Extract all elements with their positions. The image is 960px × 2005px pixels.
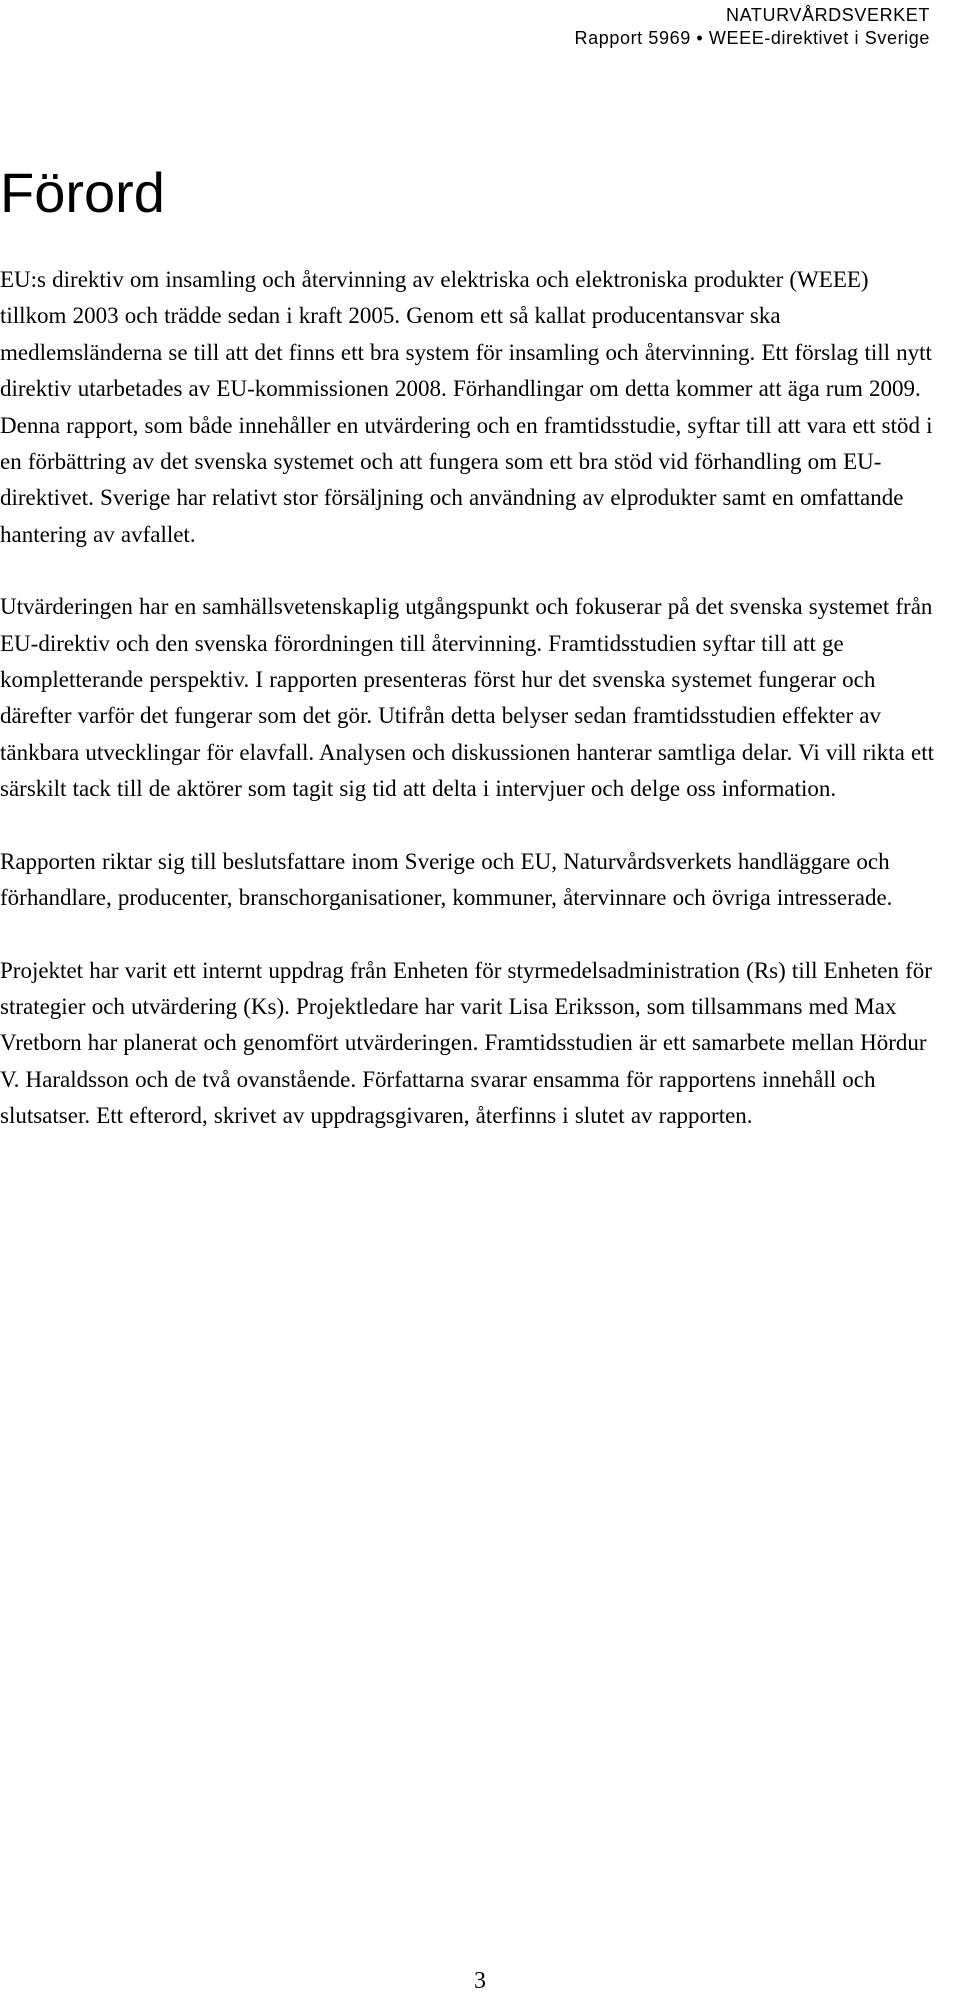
body-text — [0, 262, 935, 1171]
paragraph-4: Projektet har varit ett internt uppdrag från Enheten för styrmedelsadministration (Rs) till Enheten för strategier och utvärdering (Ks). Projektledare har varit Lisa Eriksson, som tillsammans med Max Vretborn har planerat och genomfört utvärderingen. Framtidsstudien är ett samarbete mellan Hördur V. Haraldsson och de två ovanstående. Författarna svarar ensamma för rapportens innehåll och slutsatser. Ett efterord, skrivet av uppdragsgivaren, återfinns i slutet av rapporten. — [0, 957, 932, 1129]
paragraph-1: EU:s direktiv om insamling och återvinning av elektriska och elektroniska produkter (WEEE) tillkom 2003 och trädde sedan i kraft 2005. Genom ett så kallat producentansvar ska medlemsländerna se till att det finns ett bra system för insamling och återvinning. Ett förslag till nytt direktiv utarbetades av EU-kommissionen 2008. Förhandlingar om detta kommer att äga rum 2009. Denna rapport, som både innehåller en utvärdering och en framtidsstudie, syftar till att vara ett stöd i en förbättring av det svenska systemet och att fungera som ett bra stöd vid förhandling om EU-direktivet. Sverige har relativt stor försäljning och användning av elprodukter samt en omfattande hantering av avfallet. — [0, 267, 933, 547]
header-report-title: Rapport 5969 • WEEE-direktivet i Sverige — [574, 28, 930, 48]
page-number: 3 — [474, 1968, 486, 1994]
running-header — [575, 4, 930, 50]
header-organization: NATURVÅRDSVERKET — [726, 5, 930, 25]
paragraph-2: Utvärderingen har en samhällsvetenskaplig utgångspunkt och fokuserar på det svenska systemet från EU-direktiv och den svenska förordningen till återvinning. Framtidsstudien syftar till att ge kompletterande perspektiv. I rapporten presenteras först hur det svenska systemet fungerar och därefter varför det fungerar som det gör. Utifrån detta belyser sedan framtidsstudien effekter av tänkbara utvecklingar för elavfall. Analysen och diskussionen hanterar samtliga delar. Vi vill rikta ett särskilt tack till de aktörer som tagit sig tid att delta i intervjuer och delge oss information. — [0, 594, 934, 802]
paragraph-3: Rapporten riktar sig till beslutsfattare inom Sverige och EU, Naturvårdsverkets handläggare och förhandlare, producenter, branschorganisationer, kommuner, återvinnare och övriga intresserade. — [0, 848, 893, 911]
page-title: Förord — [0, 161, 165, 224]
